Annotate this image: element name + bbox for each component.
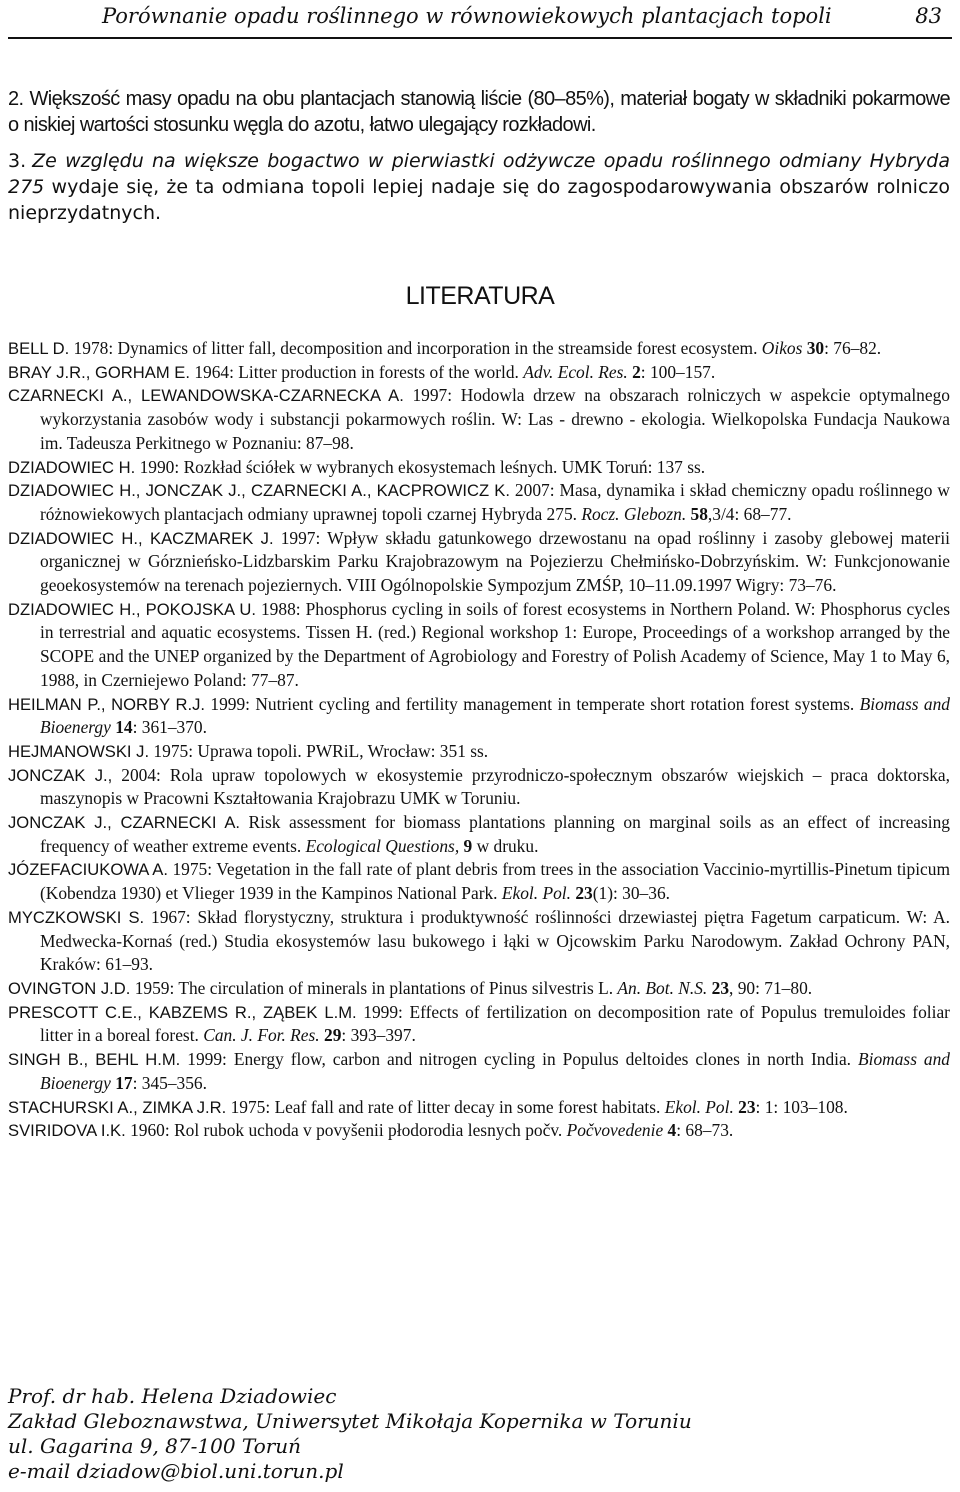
author-name: Prof. dr hab. Helena Dziadowiec xyxy=(8,1384,337,1408)
reference-volume: 58 xyxy=(690,503,708,524)
reference-authors: SVIRIDOVA I.K. xyxy=(8,1121,126,1141)
conclusion-text: Większość masy opadu na obu plantacjach stanowią liście (80–85%), materiał bogaty w składniki pokarmowe o niskiej wartości stosunku węgla do azotu, łatwo ulegający rozkładowi. xyxy=(8,88,950,136)
reference-source: Biomass and Bioenergy xyxy=(40,1049,951,1093)
reference-year: 1997: xyxy=(280,527,321,548)
reference-title: Hodowla drzew na obszarach rolniczych w aspekcie optymalnego wykorzystania zasobów wody i substancji pokarmowych roślin. W: Las - drewno - ekologia. Wielkopolska Fundacja Naukowa im. Tadeusza Perkitnego w Poznaniu: 87–98. xyxy=(40,385,950,453)
conclusion-item xyxy=(8,148,950,226)
reference-entry xyxy=(8,527,950,598)
reference-entry xyxy=(8,858,950,905)
reference-title: The circulation of minerals in plantations of Pinus silvestris L. xyxy=(178,977,614,998)
reference-entry xyxy=(8,693,950,740)
reference-authors: HEJMANOWSKI J. xyxy=(8,741,150,761)
reference-volume: 17 xyxy=(115,1072,133,1093)
reference-title: Phosphorus cycling in soils of forest ecosystems in Northern Poland. W: Phosphorus cycles in terrestrial and aquatic ecosystems. Tissen H. (red.) Regional workshop 1: Europe, Proceedings of a workshop arranged by the SCOPE and the UNEP organized by the Department of Agrobiology and Forestry of Polish Academy of Science, May 1 to May 6, 1988, in Czerniejewo Poland: 77–87. xyxy=(40,598,950,690)
reference-source: Biomass and Bioenergy xyxy=(40,693,950,738)
reference-title: Leaf fall and rate of litter decay in some forest habitats. xyxy=(274,1096,661,1117)
reference-year: 1959: xyxy=(134,977,175,998)
reference-title: Risk assessment for biomass plantations planning on marginal soils as an effect of increasing frequency of weather extreme events. xyxy=(40,812,950,856)
conclusion-text: Ze względu na większe bogactwo w pierwiastki odżywcze opadu roślinnego odmiany xyxy=(32,150,862,172)
reference-list xyxy=(8,337,950,1143)
reference-authors: OVINGTON J.D. xyxy=(8,978,131,998)
reference-volume: 23 xyxy=(711,977,730,998)
reference-pages: : 361–370. xyxy=(132,717,207,738)
reference-pages: : 76–82. xyxy=(824,338,882,358)
conclusion-text: wydaje się, że ta odmiana topoli lepiej nadaje się do zagospodarowywania obszarów rolniczo nieprzydatnych. xyxy=(8,176,950,224)
running-title: Porównanie opadu roślinnego w równowiekowych plantacjach topoli xyxy=(102,4,832,28)
reference-pages: : 100–157. xyxy=(640,361,716,382)
page-number: 83 xyxy=(915,4,942,28)
reference-authors: STACHURSKI A., ZIMKA J.R. xyxy=(8,1097,227,1117)
reference-source: Ekol. Pol. xyxy=(501,883,571,904)
reference-entry xyxy=(8,598,950,693)
reference-entry xyxy=(8,1119,950,1143)
reference-year: 2007: xyxy=(514,480,555,501)
reference-title: Litter production in forests of the world. xyxy=(238,361,519,382)
reference-pages: : 1: 103–108. xyxy=(755,1096,848,1117)
author-street: ul. Gagarina 9, 87-100 Toruń xyxy=(8,1434,302,1458)
reference-volume: 30 xyxy=(806,338,825,358)
reference-title: Rol rubok uchoda v povyšenii płodorodia lesnych počv. xyxy=(174,1120,563,1141)
reference-entry xyxy=(8,906,950,977)
reference-volume: 9 xyxy=(463,835,473,856)
reference-volume: 23 xyxy=(738,1096,756,1117)
reference-title: Rola upraw topolowych w ekosystemie przyrodniczo-społecznym obszarów wiejskich – praca doktorska, maszynopis w Pracowni Kształtowania Krajobrazu UMK w Toruniu. xyxy=(40,764,950,809)
reference-source: Adv. Ecol. Res. xyxy=(523,361,628,382)
author-email: e-mail dziadow@biol.uni.torun.pl xyxy=(8,1459,344,1483)
reference-title: Rozkład ściółek w wybranych ekosystemach leśnych. UMK Toruń: 137 ss. xyxy=(183,456,706,477)
reference-authors: BELL D. xyxy=(8,339,70,358)
reference-pages: : 345–356. xyxy=(132,1072,207,1093)
author-affiliation: Zakład Gleboznawstwa, Uniwersytet Mikołaja Kopernika w Toruniu xyxy=(8,1409,692,1433)
reference-year: 1990: xyxy=(139,456,180,477)
running-header xyxy=(10,4,950,34)
reference-title: Wpływ składu gatunkowego drzewostanu na opad roślinny i zasoby glebowej materii organicznej w Górznieńsko-Lidzbarskim Parku Krajobrazowym na Pojezierzu Chełmińsko-Dobrzyńskim. W: Funkcjonowanie geoekosystemów na terenach pojeziernych. VIII Ogólnopolskie Sympozjum ZMŚP, 10–11.09.1997 Wigry: 73–76. xyxy=(40,527,950,596)
reference-title: Effects of fertilization on decomposition rate of Populus tremuloides foliar litter in a boreal forest. xyxy=(40,1001,950,1046)
reference-year: 1975: xyxy=(153,740,194,761)
conclusion-number: 2. xyxy=(8,88,24,110)
reference-year: 1960: xyxy=(130,1120,170,1141)
reference-authors: CZARNECKI A., LEWANDOWSKA-CZARNECKA A. xyxy=(8,386,404,406)
reference-pages: (1): 30–36. xyxy=(592,883,670,904)
reference-authors: JÓZEFACIUKOWA A. xyxy=(8,860,168,880)
reference-entry xyxy=(8,479,950,526)
reference-source: An. Bot. N.S. xyxy=(617,977,708,998)
reference-authors: JONCZAK J., xyxy=(8,765,113,785)
literature-heading: LITERATURA xyxy=(405,282,555,310)
reference-source: Rocz. Glebozn. xyxy=(581,503,687,524)
reference-source: Počvovedenie xyxy=(566,1120,664,1141)
reference-authors: DZIADOWIEC H., JONCZAK J., CZARNECKI A., KACPROWICZ K. xyxy=(8,481,510,501)
reference-authors: JONCZAK J., CZARNECKI A. xyxy=(8,813,240,833)
reference-entry xyxy=(8,1001,950,1048)
reference-entry xyxy=(8,764,950,811)
reference-title: Vegetation in the fall rate of plant debris from trees in the association Vaccinio-myrtillis-Pinetum tipicum (Kobendza 1930) et Vlieger 1939 in the Kampinos National Park. xyxy=(40,859,950,904)
reference-year: 2004: xyxy=(121,764,161,785)
reference-title: Uprawa topoli. PWRiL, Wrocław: 351 ss. xyxy=(197,740,489,761)
reference-year: 1964: xyxy=(194,361,234,382)
reference-volume: 2 xyxy=(632,361,641,382)
reference-source: Can. J. For. Res. xyxy=(203,1025,320,1046)
conclusion-item xyxy=(8,86,950,138)
reference-pages: w druku. xyxy=(472,835,539,856)
reference-year: 1988: xyxy=(260,598,301,619)
reference-source: Oikos xyxy=(761,338,803,358)
reference-pages: , 90: 71–80. xyxy=(729,977,813,998)
reference-title: Dynamics of litter fall, decomposition and incorporation in the streamside forest ecosystem. xyxy=(117,338,758,358)
reference-year: 1967: xyxy=(151,906,191,927)
conclusion-number: 3. xyxy=(8,150,27,172)
header-rule xyxy=(8,37,952,39)
reference-authors: BRAY J.R., GORHAM E. xyxy=(8,362,190,382)
reference-volume: 29 xyxy=(324,1025,342,1046)
reference-year: 1978: xyxy=(73,338,114,358)
reference-year: 1999: xyxy=(363,1001,403,1022)
reference-authors: DZIADOWIEC H., KACZMAREK J. xyxy=(8,528,274,548)
reference-year: 1999: xyxy=(187,1049,227,1070)
conclusions xyxy=(8,86,950,226)
reference-pages: : 393–397. xyxy=(341,1025,416,1046)
author-address xyxy=(8,1384,692,1484)
reference-volume: 14 xyxy=(115,717,133,738)
reference-authors: SINGH B., BEHL H.M. xyxy=(8,1050,181,1070)
reference-authors: DZIADOWIEC H. xyxy=(8,457,136,477)
reference-volume: 23 xyxy=(575,883,593,904)
reference-title: Masa, dynamika i skład chemiczny opadu roślinnego w różnowiekowych plantacjach odmiany uprawnej topoli czarnej Hybryda 275. xyxy=(40,480,950,524)
reference-volume: 4 xyxy=(667,1120,677,1141)
reference-year: 1975: xyxy=(230,1096,271,1117)
reference-title: Skład florystyczny, struktura i produktywność roślinności drzewiastej piętra Fagetum carpaticum. W: A. Medwecka-Kornaś (red.) Studia ekosystemów lasu bukowego i łąki w Ojcowskim Parku Narodowym. Zakład Ochrony PAN, Kraków: 61–93. xyxy=(40,906,950,975)
reference-entry xyxy=(8,337,950,361)
reference-entry xyxy=(8,1048,950,1095)
reference-authors: PRESCOTT C.E., KABZEMS R., ZĄBEK L.M. xyxy=(8,1002,357,1022)
reference-title: Nutrient cycling and fertility management in temperate short rotation forest systems. xyxy=(255,693,855,714)
reference-pages: ,3/4: 68–77. xyxy=(707,503,792,524)
reference-year: 1997: xyxy=(412,385,453,406)
reference-entry xyxy=(8,361,950,385)
reference-authors: MYCZKOWSKI S. xyxy=(8,907,145,927)
reference-entry xyxy=(8,456,950,480)
reference-entry xyxy=(8,811,950,858)
reference-source: Ecological Questions, xyxy=(305,835,460,856)
reference-year: 1975: xyxy=(172,859,213,880)
reference-title: Energy flow, carbon and nitrogen cycling in Populus deltoides clones in north India. xyxy=(233,1049,852,1070)
reference-authors: HEILMAN P., NORBY R.J. xyxy=(8,694,205,714)
cultivar-name: Hybryda 275 xyxy=(8,150,950,198)
reference-authors: DZIADOWIEC H., POKOJSKA U. xyxy=(8,599,257,619)
reference-source: Ekol. Pol. xyxy=(664,1096,734,1117)
reference-year: 1999: xyxy=(210,693,250,714)
reference-entry xyxy=(8,977,950,1001)
reference-entry xyxy=(8,740,950,764)
reference-entry xyxy=(8,384,950,455)
reference-entry xyxy=(8,1096,950,1120)
reference-pages: : 68–73. xyxy=(676,1120,734,1141)
